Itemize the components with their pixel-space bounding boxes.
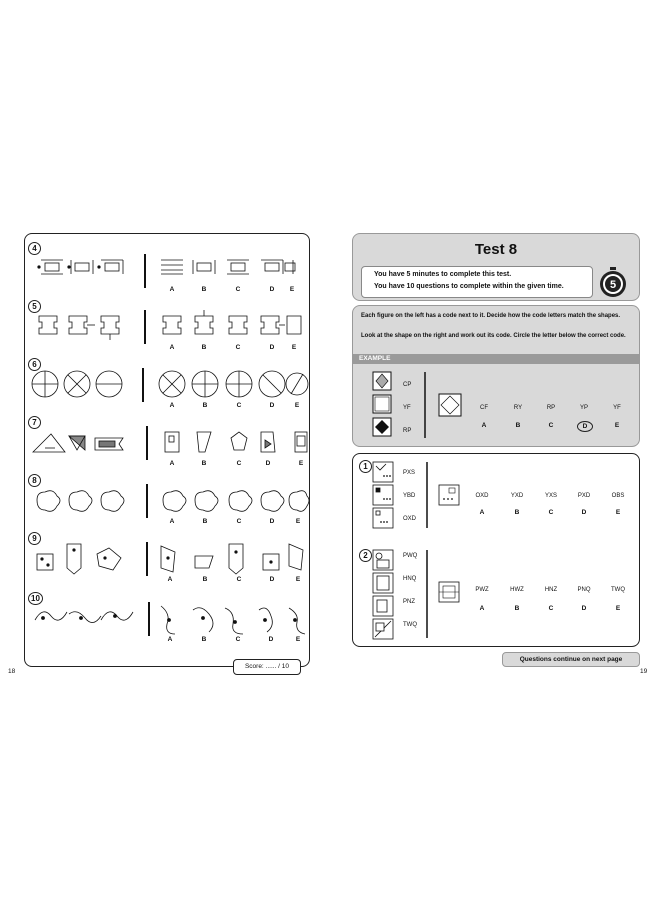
option-e[interactable]: E (294, 402, 300, 409)
option-a[interactable]: A (169, 344, 175, 351)
option-d[interactable]: D (269, 344, 275, 351)
q2-letter-d[interactable]: D (581, 605, 587, 612)
example-code-3: RP (403, 428, 412, 434)
question-6 (25, 358, 309, 416)
example-letter-a[interactable]: A (481, 422, 487, 429)
q1-option-5: OBS (611, 493, 625, 499)
option-a[interactable]: A (169, 460, 175, 467)
option-e[interactable]: E (295, 518, 301, 525)
example-figures (353, 366, 639, 446)
option-a[interactable]: A (169, 286, 175, 293)
q2-code-3: PNZ (403, 599, 415, 605)
option-a[interactable]: A (167, 576, 173, 583)
question-10 (25, 592, 309, 650)
example-code-2: YF (403, 405, 411, 411)
example-letter-c[interactable]: C (548, 422, 554, 429)
question-4 (25, 242, 309, 300)
instructions-box (352, 305, 640, 447)
page-number-right: 19 (640, 668, 648, 675)
question-number: 6 (28, 358, 41, 371)
option-a[interactable]: A (167, 636, 173, 643)
example-letter-b[interactable]: B (515, 422, 521, 429)
instruction-text-2: Look at the shape on the right and work out its code. Circle the letter below the correct code. (361, 333, 626, 339)
questions-panel-right (352, 453, 640, 647)
option-b[interactable]: B (201, 344, 207, 351)
q2-letter-b[interactable]: B (514, 605, 520, 612)
q2-letter-a[interactable]: A (479, 605, 485, 612)
stopwatch-icon (597, 266, 629, 298)
question-9 (25, 532, 309, 590)
q2-letter-c[interactable]: C (548, 605, 554, 612)
question-number: 5 (28, 300, 41, 313)
option-c[interactable]: C (236, 518, 242, 525)
question-count-info: You have 10 questions to complete within the given time. (374, 283, 564, 290)
option-c[interactable]: C (236, 460, 242, 467)
option-e[interactable]: E (295, 636, 301, 643)
question-5 (25, 300, 309, 358)
option-d[interactable]: D (269, 518, 275, 525)
example-heading: EXAMPLE (353, 354, 639, 364)
option-c[interactable]: C (236, 576, 242, 583)
q1-option-1: OXD (475, 493, 489, 499)
question-8 (25, 474, 309, 532)
q1-option-4: PXD (577, 493, 591, 499)
q1-code-1: PXS (403, 470, 416, 476)
q2-code-1: PWQ (403, 553, 418, 559)
q2-code-2: HNQ (403, 576, 417, 582)
question-number: 4 (28, 242, 41, 255)
example-code-1: CP (403, 382, 412, 388)
q2-option-4: PNQ (577, 587, 591, 593)
example-option-4: YP (579, 405, 588, 411)
q1-code-3: OXD (403, 516, 417, 522)
option-c[interactable]: C (235, 636, 241, 643)
question-number: 1 (359, 460, 372, 473)
option-c[interactable]: C (235, 344, 241, 351)
question-number: 9 (28, 532, 41, 545)
q1-letter-d[interactable]: D (581, 509, 587, 516)
option-c[interactable]: C (236, 402, 242, 409)
example-option-2: RY (513, 405, 523, 411)
option-e[interactable]: E (298, 460, 304, 467)
question-2-figures (353, 546, 639, 642)
question-number: 7 (28, 416, 41, 429)
example-option-1: CF (480, 405, 488, 411)
question-7 (25, 416, 309, 474)
example-answer-circled[interactable]: D (577, 421, 593, 432)
option-b[interactable]: B (201, 460, 207, 467)
example-option-3: RP (546, 405, 556, 411)
q2-option-5: TWQ (611, 587, 625, 593)
option-b[interactable]: B (202, 576, 208, 583)
question-number: 8 (28, 474, 41, 487)
option-d[interactable]: D (268, 636, 274, 643)
option-d[interactable]: D (265, 460, 271, 467)
option-c[interactable]: C (235, 286, 241, 293)
q1-option-3: YXS (544, 493, 557, 499)
q2-option-2: HWZ (510, 587, 524, 593)
q1-code-2: YBD (403, 493, 416, 499)
question-number: 10 (28, 592, 43, 605)
question-number: 2 (359, 549, 372, 562)
q2-letter-e[interactable]: E (615, 605, 621, 612)
continue-note: Questions continue on next page (502, 652, 640, 667)
example-option-5: YF (613, 405, 621, 411)
option-b[interactable]: B (201, 636, 207, 643)
q1-letter-c[interactable]: C (548, 509, 554, 516)
score-box[interactable]: Score: ...... / 10 (233, 659, 301, 675)
timer-value: 5 (609, 279, 617, 291)
option-e[interactable]: E (295, 576, 301, 583)
option-d[interactable]: D (269, 286, 275, 293)
q1-option-2: YXD (510, 493, 524, 499)
option-b[interactable]: B (201, 286, 207, 293)
option-e[interactable]: E (289, 286, 295, 293)
page-title: Test 8 (474, 241, 518, 258)
option-a[interactable]: A (169, 518, 175, 525)
example-letter-e[interactable]: E (614, 422, 620, 429)
option-b[interactable]: B (202, 518, 208, 525)
questions-panel-left (24, 233, 310, 670)
option-d[interactable]: D (269, 576, 275, 583)
q1-letter-e[interactable]: E (615, 509, 621, 516)
time-info: You have 5 minutes to complete this test. (374, 271, 512, 278)
question-1-figures (353, 454, 639, 534)
q2-code-4: TWQ (403, 622, 417, 628)
test-header (352, 233, 640, 301)
q2-option-1: PWZ (475, 587, 489, 593)
page-number-left: 18 (8, 668, 16, 675)
q1-letter-b[interactable]: B (514, 509, 520, 516)
option-e[interactable]: E (291, 344, 297, 351)
option-b[interactable]: B (202, 402, 208, 409)
option-a[interactable]: A (169, 402, 175, 409)
q2-option-3: HNZ (544, 587, 558, 593)
info-box (361, 266, 593, 298)
q1-letter-a[interactable]: A (479, 509, 485, 516)
instruction-text-1: Each figure on the left has a code next to it. Decide how the code letters match the shapes. (361, 313, 621, 319)
option-d[interactable]: D (269, 402, 275, 409)
